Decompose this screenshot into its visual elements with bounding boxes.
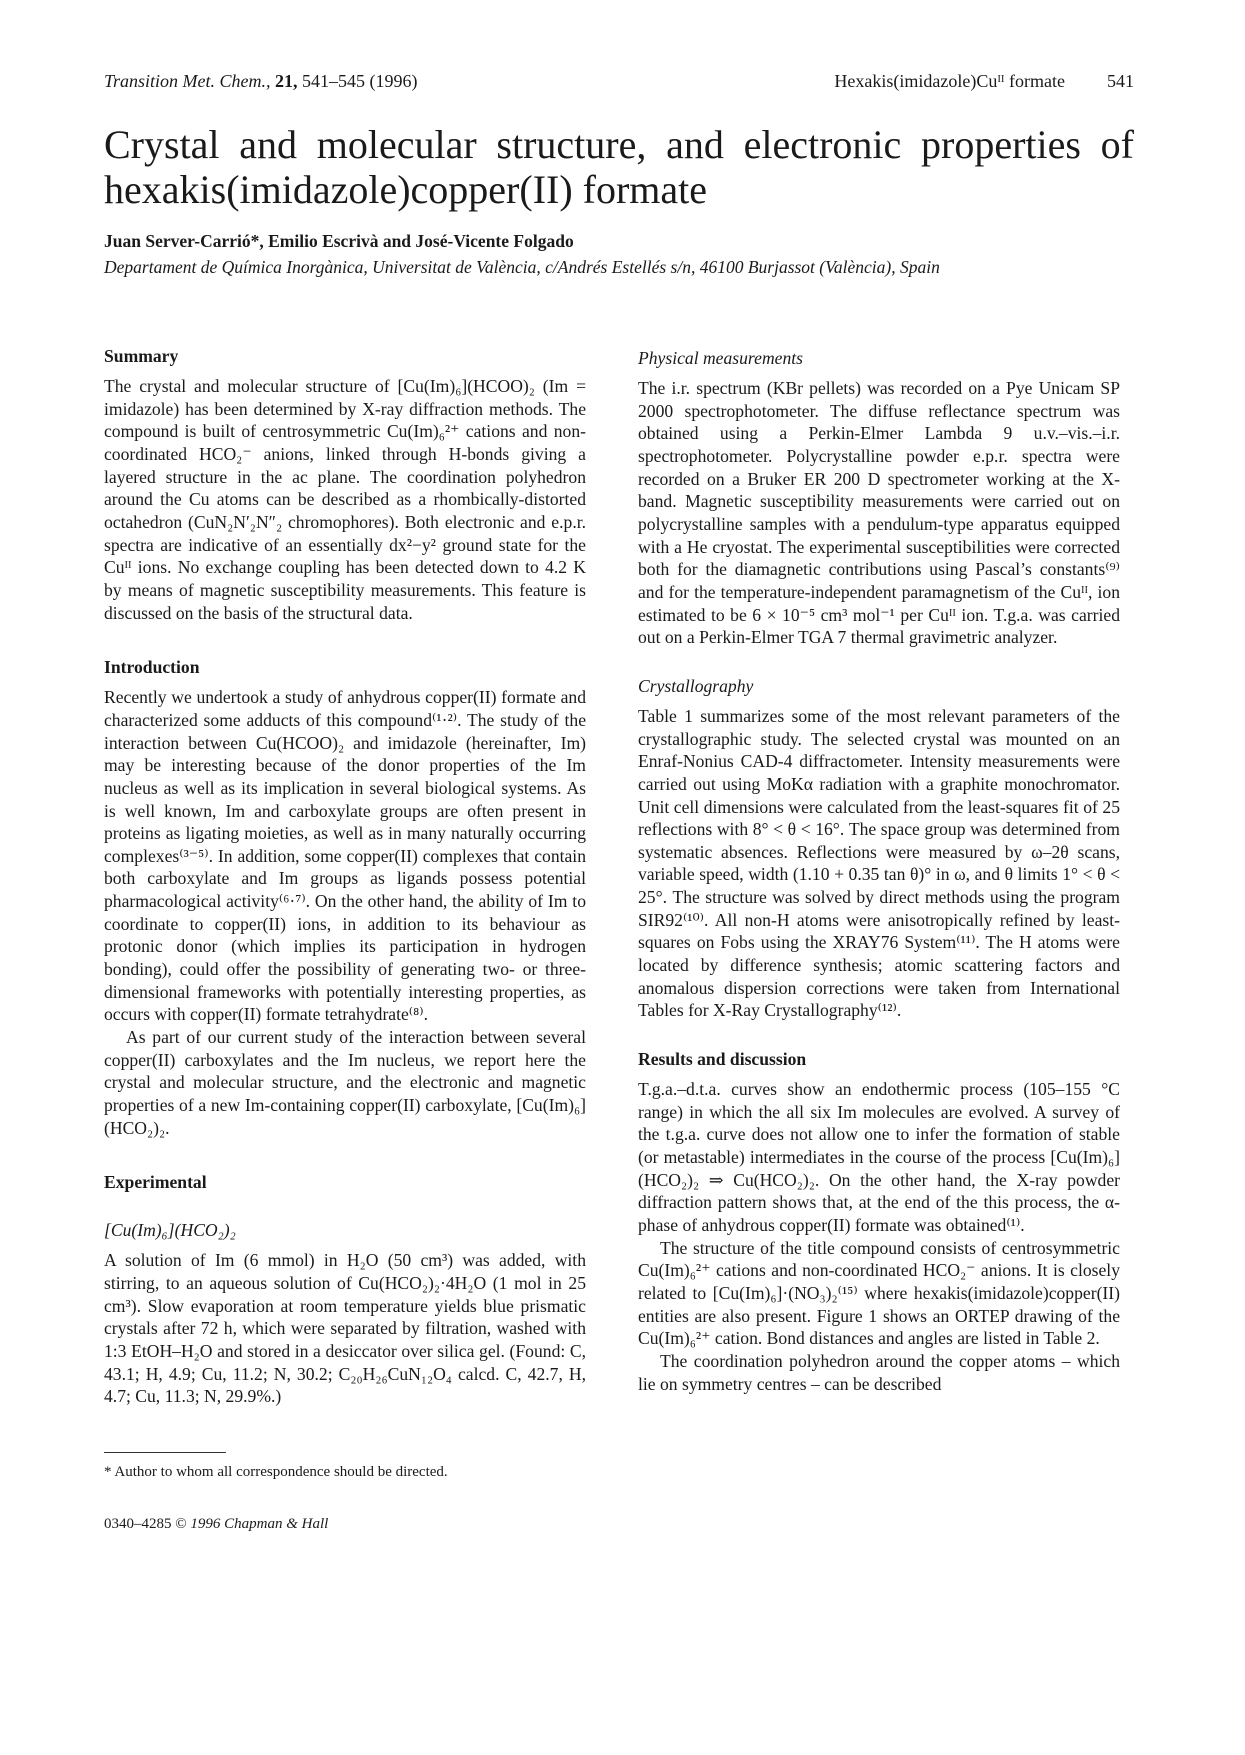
results-paragraph-1: T.g.a.–d.t.a. curves show an endothermic process (105–155 °C range) in which the all six Im molecules are evolved. A survey of the t.g.a. curve does not allow one to infer the formation of stable (or metastable) intermediates in the course of the process [Cu(Im)₆](HCO₂)₂ ⇒ Cu(HCO₂)₂. On the other hand, the X-ray powder diffraction pattern shows that, at the end of the this process, the α-phase of anhydrous copper(II) formate was obtained⁽¹⁾. bbox=[638, 1079, 1120, 1235]
introduction-heading: Introduction bbox=[104, 657, 200, 678]
title-line-1: Crystal and molecular structure, and electronic properties of bbox=[104, 122, 1134, 167]
affiliation: Departament de Química Inorgànica, Universitat de València, c/Andrés Estellés s/n, 46100 Burjassot (València), Spain bbox=[104, 257, 940, 277]
copyright-text: 1996 Chapman & Hall bbox=[190, 1515, 329, 1532]
article-title bbox=[104, 122, 1134, 212]
crystallography-paragraph: Table 1 summarizes some of the most relevant parameters of the crystallographic study. The selected crystal was mounted on an Enraf-Nonius CAD-4 diffractometer. Intensity measurements were carried out using MoKα radiation with a graphite monochromator. Unit cell dimensions were calculated from the least-squares fit of 25 reflections with 8° < θ < 16°. The space group was determined from systematic absences. Reflections were measured by ω–2θ scans, variable speed, width (1.10 + 0.35 tan θ)° in ω, and θ limits 1° < θ < 25°. The structure was solved by direct methods using the program SIR92⁽¹⁰⁾. All non-H atoms were anisotropically refined by least-squares on Fobs using the XRAY76 System⁽¹¹⁾. The H atoms were located by difference synthesis; atomic scattering factors and anomalous dispersion corrections were taken from International Tables for X-Ray Crystallography⁽¹²⁾. bbox=[638, 705, 1120, 1021]
introduction-paragraph-2: As part of our current study of the interaction between several copper(II) carboxylates and the Im nucleus, we report here the crystal and molecular structure, and the electronic and magnetic properties of a new Im-containing copper(II) carboxylate, [Cu(Im)₆](HCO₂)₂. bbox=[104, 1027, 586, 1138]
summary-heading: Summary bbox=[104, 346, 179, 366]
copyright-line bbox=[104, 1515, 586, 1533]
physical-measurements-paragraph: The i.r. spectrum (KBr pellets) was recorded on a Pye Unicam SP 2000 spectrophotometer. The diffuse reflectance spectrum was obtained using a Perkin-Elmer Lambda 9 u.v.–vis.–i.r. spectrophotometer. Polycrystalline powder e.p.r. spectra were recorded on a Bruker ER 200 D spectrometer working at the X-band. Magnetic susceptibility measurements were carried out on polycrystalline samples with a pendulum-type apparatus equipped with a He cryostat. The experimental susceptibilities were corrected both for the diamagnetic contributions using Pascal’s constants⁽⁹⁾ and for the temperature-independent paramagnetism of the Cuᴵᴵ, ion estimated to be 6 × 10⁻⁵ cm³ mol⁻¹ per Cuᴵᴵ ion. T.g.a. was carried out on a Perkin-Elmer TGA 7 thermal gravimetric analyzer. bbox=[638, 378, 1120, 648]
results-paragraph-2: The structure of the title compound consists of centrosymmetric Cu(Im)₆²⁺ cations and non-coordinated HCO₂⁻ anions. It is closely related to [Cu(Im)₆]·(NO₃)₂⁽¹⁵⁾ where hexakis(imidazole)copper(II) entities are also present. Figure 1 shows an ORTEP drawing of the Cu(Im)₆²⁺ cation. Bond distances and angles are listed in Table 2. bbox=[638, 1237, 1120, 1349]
summary-text: The crystal and molecular structure of [Cu(Im)₆](HCOO)₂ (Im = imidazole) has been determined by X-ray diffraction methods. The compound is built of centrosymmetric Cu(Im)₆²⁺ cations and non-coordinated HCO₂⁻ anions, linked through H-bonds giving a layered structure in the ac plane. The coordination polyhedron around the Cu atoms can be described as a rhombically-distorted octahedron (CuN₂N′₂N″₂ chromophores). Both electronic and e.p.r. spectra are indicative of an essentially dx²−y² ground state for the Cuᴵᴵ ions. No exchange coupling has been detected down to 4.2 K by means of magnetic susceptibility measurements. This feature is discussed on the basis of the structural data. bbox=[104, 376, 586, 623]
compound-subheading: [Cu(Im)₆](HCO₂)₂ bbox=[104, 1220, 236, 1241]
experimental-paragraph-1: A solution of Im (6 mmol) in H₂O (50 cm³) was added, with stirring, to an aqueous solution of Cu(HCO₂)₂·4H₂O (1 mol in 25 cm³). Slow evaporation at room temperature yields blue prismatic crystals after 72 h, which were separated by filtration, washed with 1:3 EtOH–H₂O and stored in a desiccator over silica gel. (Found: C, 43.1; H, 4.9; Cu, 11.2; N, 30.2; C₂₀H₂₆CuN₁₂O₄ calcd. C, 42.7, H, 4.7; Cu, 11.3; N, 29.9%.) bbox=[104, 1250, 586, 1407]
experimental-heading: Experimental bbox=[104, 1172, 207, 1193]
results-paragraph-3: The coordination polyhedron around the copper atoms – which lie on symmetry centres – can be described bbox=[638, 1350, 1120, 1394]
issn: 0340–4285 © bbox=[104, 1515, 187, 1532]
running-title-block bbox=[834, 70, 1134, 92]
page-number: 541 bbox=[1107, 71, 1134, 91]
journal-citation bbox=[104, 70, 418, 92]
footnote: * Author to whom all correspondence should be directed. bbox=[104, 1463, 448, 1480]
results-heading: Results and discussion bbox=[638, 1049, 807, 1070]
right-column bbox=[638, 347, 1120, 1395]
left-column bbox=[104, 345, 586, 1533]
introduction-paragraph-1: Recently we undertook a study of anhydrous copper(II) formate and characterized some adducts of this compound⁽¹·²⁾. The study of the interaction between Cu(HCOO)₂ and imidazole (hereinafter, Im) may be interesting because of the donor properties of the Im nucleus as well as its implication in several biological systems. As is well known, Im and carboxylate groups are often present in proteins as ligating moieties, as well as in many naturally occurring complexes⁽³⁻⁵⁾. In addition, some copper(II) complexes that contain both carboxylate and Im groups as ligands possess potential pharmacological activity⁽⁶·⁷⁾. On the other hand, the ability of Im to coordinate to copper(II) ions, in addition to its behaviour as protonic donor (which implies its participation in hydrogen bonding), could offer the possibility of generating two- or three-dimensional frameworks with potentially interesting properties, as occurs with copper(II) formate tetrahydrate⁽⁸⁾. bbox=[104, 687, 586, 1025]
title-line-2: hexakis(imidazole)copper(II) formate bbox=[104, 167, 708, 212]
author-list: Juan Server-Carrió*, Emilio Escrivà and José-Vicente Folgado bbox=[104, 231, 574, 251]
physical-measurements-heading: Physical measurements bbox=[638, 348, 803, 368]
footnote-rule bbox=[104, 1452, 226, 1453]
journal-volume: 21, bbox=[275, 71, 298, 91]
crystallography-heading: Crystallography bbox=[638, 675, 754, 696]
journal-pages-year: 541–545 (1996) bbox=[302, 71, 418, 91]
running-title: Hexakis(imidazole)Cuᴵᴵ formate bbox=[834, 71, 1065, 91]
journal-name: Transition Met. Chem., bbox=[104, 71, 271, 91]
